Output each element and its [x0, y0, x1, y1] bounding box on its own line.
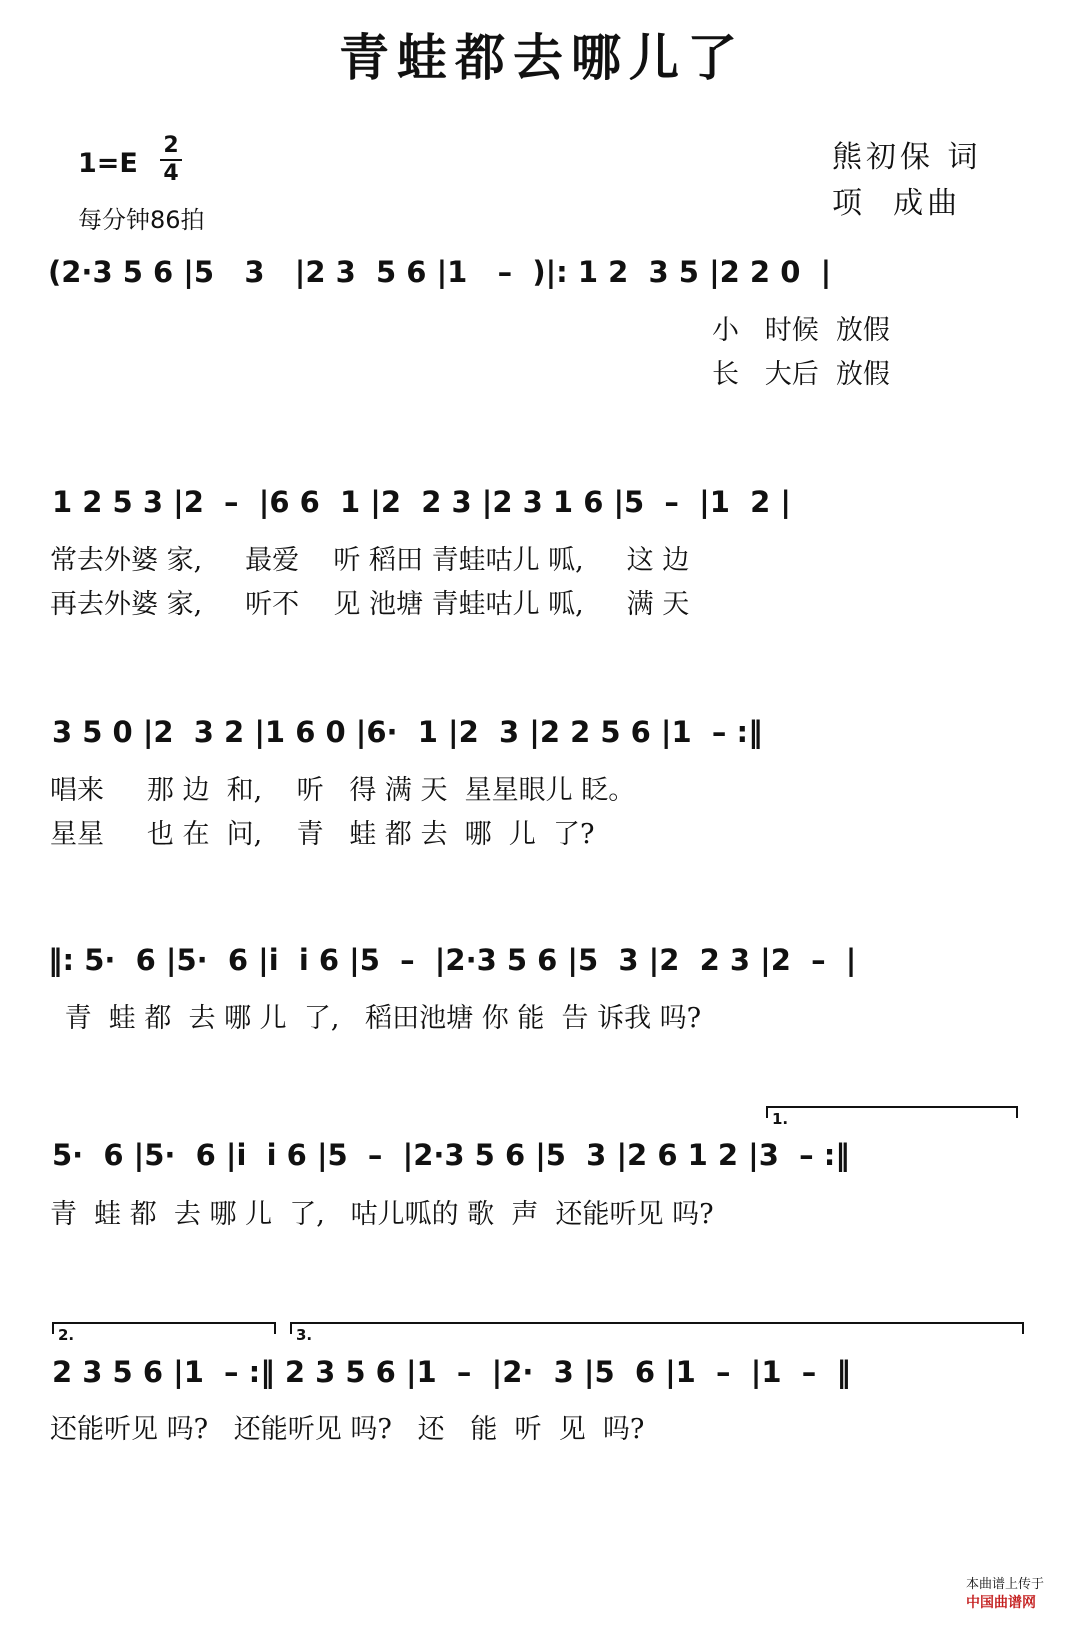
page-title: 青蛙都去哪儿了	[339, 28, 745, 87]
time-signature	[160, 135, 182, 185]
lyric-row-3-verse-2: 星星 也 在 问, 青 蛙 都 去 哪 儿 了?	[50, 819, 595, 850]
notation-row-5: 5· 6 |5· 6 |i i 6 |5 – |2·3 5 6 |5 3 |2 6 1 2 |3 – :‖	[52, 1138, 850, 1172]
notation-row-2: 1 2 5 3 |2 – |6 6 1 |2 2 3 |2 3 1 6 |5 – |1 2 |	[52, 485, 791, 519]
tempo-marking: 每分钟86拍	[78, 206, 205, 234]
volta-number-3: 3.	[296, 1326, 313, 1344]
composer-credit: 项 成曲	[832, 186, 962, 221]
lyric-row-1-verse-2: 长 大后 放假	[712, 359, 890, 390]
lyric-row-1-verse-1: 小 时候 放假	[712, 315, 890, 346]
lyricist-credit: 熊初保 词	[832, 140, 982, 175]
key-signature: 1=E	[78, 148, 138, 179]
notation-row-4: ‖: 5· 6 |5· 6 |i i 6 |5 – |2·3 5 6 |5 3 |2 2 3 |2 – |	[48, 943, 857, 977]
lyric-row-3-verse-1: 唱来 那 边 和, 听 得 满 天 星星眼儿 眨。	[50, 775, 636, 806]
lyric-row-4: 青 蛙 都 去 哪 儿 了, 稻田池塘 你 能 告 诉我 吗?	[56, 1003, 702, 1034]
volta-number-1: 1.	[772, 1110, 789, 1128]
footer-watermark	[958, 1558, 1044, 1612]
lyric-row-2-verse-1: 常去外婆 家, 最爱 听 稻田 青蛙咕儿 呱, 这 边	[50, 545, 690, 576]
notation-row-3: 3 5 0 |2 3 2 |1 6 0 |6· 1 |2 3 |2 2 5 6 |1 – :‖	[52, 715, 763, 749]
lyric-row-2-verse-2: 再去外婆 家, 听不 见 池塘 青蛙咕儿 呱, 满 天	[50, 589, 690, 620]
footer-text: 本曲谱上传于	[965, 1577, 1044, 1592]
notation-row-1: (2·3 5 6 |5 3 |2 3 5 6 |1 – )|: 1 2 3 5 |2 2 0 |	[48, 255, 832, 289]
volta-bracket-1	[766, 1106, 1018, 1118]
volta-bracket-3	[290, 1322, 1024, 1334]
lyric-row-6: 还能听见 吗? 还能听见 吗? 还 能 听 见 吗?	[50, 1414, 645, 1445]
time-sig-bottom: 4	[163, 161, 179, 186]
volta-number-2: 2.	[58, 1326, 75, 1344]
time-sig-top: 2	[163, 133, 179, 158]
lyric-row-5: 青 蛙 都 去 哪 儿 了, 咕儿呱的 歌 声 还能听见 吗?	[50, 1199, 714, 1230]
notation-row-6: 2 3 5 6 |1 – :‖ 2 3 5 6 |1 – |2· 3 |5 6 |1 – |1 – ‖	[52, 1355, 851, 1389]
site-logo: 中国曲谱网	[965, 1595, 1036, 1611]
volta-bracket-2	[52, 1322, 276, 1334]
